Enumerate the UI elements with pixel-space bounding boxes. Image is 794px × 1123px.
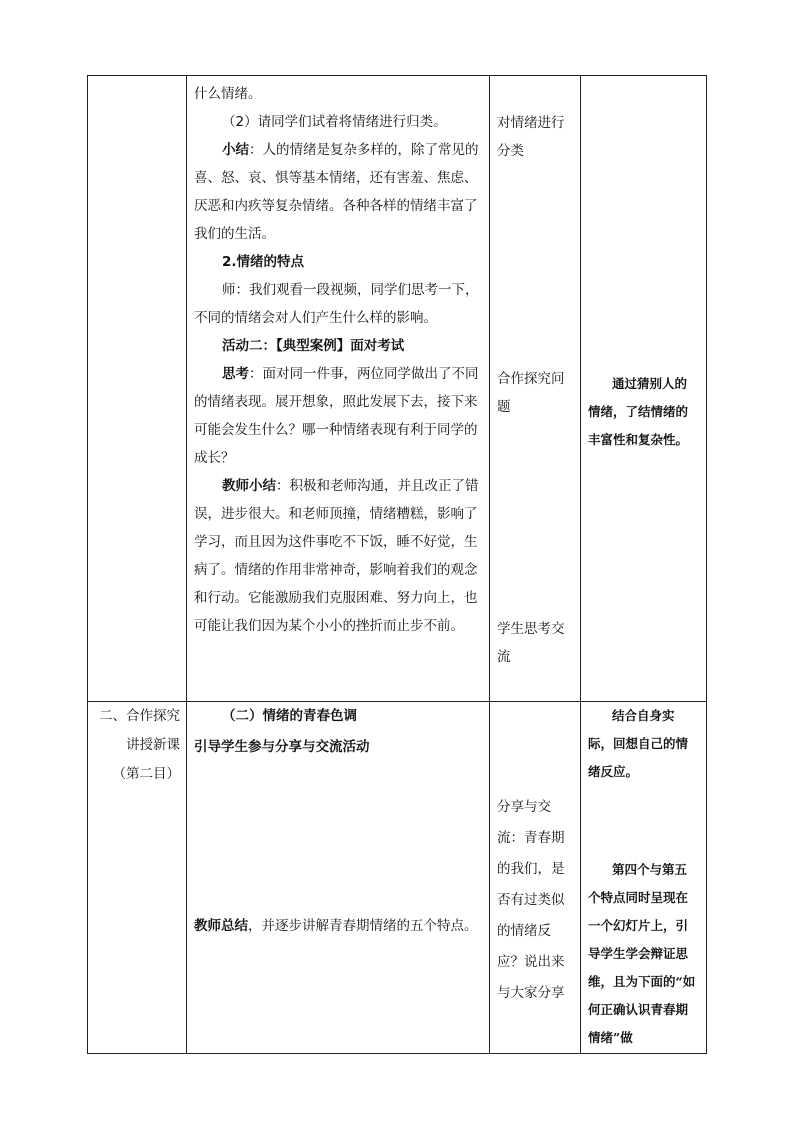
think-label: 思考	[222, 366, 249, 382]
section-heading: 2.情绪的特点	[222, 254, 305, 270]
design-note: 第四个与第五个特点同时呈现在一个幻灯片上，引导学生学会辩证思维，且为下面的“如何正确认识青春期情绪”做	[588, 862, 696, 1045]
teacher-summary-label: 教师总结	[194, 918, 248, 934]
content-paragraph	[194, 472, 481, 640]
section-heading: （二）情绪的青春色调	[222, 708, 357, 724]
stage-cell	[88, 76, 187, 702]
stage-label: 二、合作探究	[99, 708, 180, 724]
table-row	[88, 702, 707, 1054]
content-line: 什么情绪。	[194, 86, 262, 102]
content-paragraph	[194, 136, 481, 248]
design-note: 通过猜别人的情绪，了结情绪的丰富性和复杂性。	[588, 376, 689, 447]
table-row	[88, 76, 707, 702]
content-paragraph: 师：我们观看一段视频，同学们思考一下，不同的情绪会对人们产生什么样的影响。	[194, 282, 479, 326]
stage-label: 讲授新课	[126, 737, 180, 753]
content-cell	[187, 702, 490, 1054]
student-activity: 合作探究问题	[497, 371, 565, 415]
student-activity: 分享与交流：青春期的我们，是否有过类似的情绪反应？说出来与大家分享	[497, 799, 565, 1001]
student-activity-cell	[490, 76, 581, 702]
stage-cell	[88, 702, 187, 1054]
stage-label: （第二目）	[112, 766, 180, 782]
design-note: 结合自身实际，回想自己的情绪反应。	[588, 708, 689, 779]
design-intent-cell	[581, 702, 707, 1054]
content-paragraph	[194, 912, 481, 940]
think-text: ：面对同一件事，两位同学做出了不同的情绪表现。展开想象，照此发展下去，接下来可能会发生什么？哪一种情绪表现有利于同学的成长？	[194, 366, 479, 466]
summary-text: ：人的情绪是复杂多样的，除了常见的喜、怒、哀、惧等基本情绪，还有害羞、焦虑、厌恶和内疚等复杂情绪。各种各样的情绪丰富了我们的生活。	[194, 142, 479, 242]
content-paragraph: （2）请同学们试着将情绪进行归类。	[222, 114, 447, 130]
design-intent-cell	[581, 76, 707, 702]
student-activity: 学生思考交流	[497, 621, 565, 665]
teacher-summary-text: ：积极和老师沟通，并且改正了错误，进步很大。和老师顶撞，情绪糟糕，影响了学习，而且因为这件事吃不下饭，睡不好觉，生病了。情绪的作用非常神奇，影响着我们的观念和行动。它能激励我们克服困难、努力向上，也可能让我们因为某个小小的挫折而止步不前。	[194, 478, 479, 634]
activity-heading: 引导学生参与分享与交流活动	[194, 739, 370, 755]
activity-heading: 活动二：【典型案例】面对考试	[222, 338, 405, 354]
teacher-summary-label: 教师小结	[222, 478, 276, 494]
teacher-summary-text: ，并逐步讲解青春期情绪的五个特点。	[248, 918, 478, 934]
student-activity-cell	[490, 702, 581, 1054]
content-paragraph	[194, 360, 481, 472]
content-cell	[187, 76, 490, 702]
student-activity: 对情绪进行分类	[497, 115, 565, 159]
lesson-plan-table	[87, 75, 707, 1054]
summary-label: 小结	[222, 142, 249, 158]
